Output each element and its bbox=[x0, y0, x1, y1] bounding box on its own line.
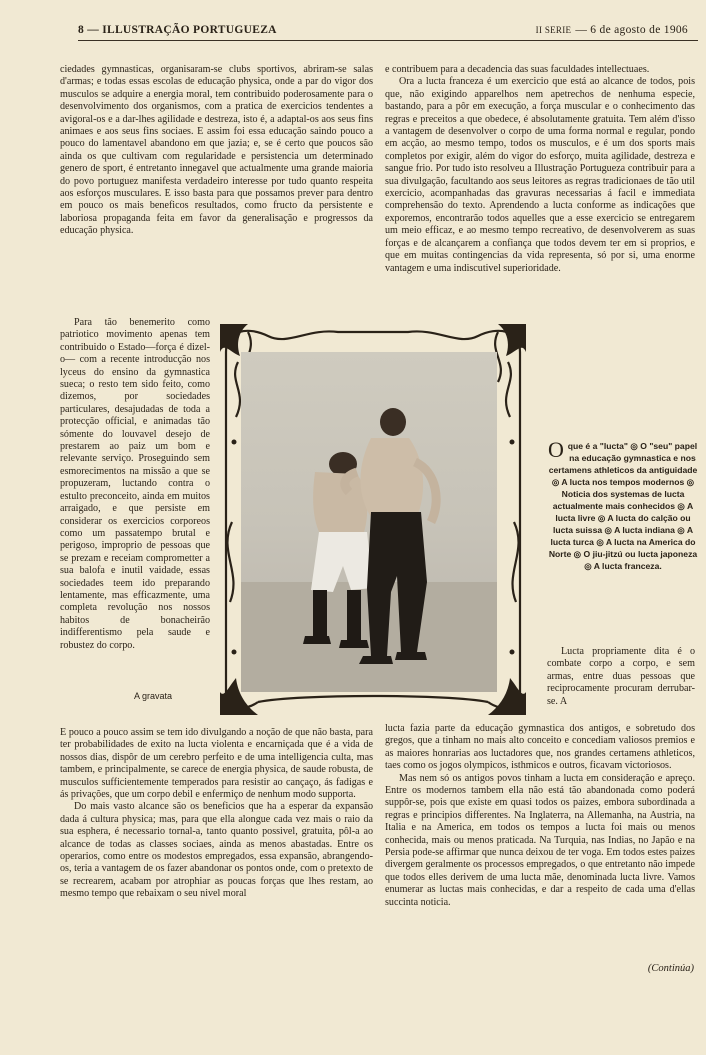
paragraph: e contribuem para a decadencia das suas faculdades intellectuaes. bbox=[385, 64, 650, 75]
paragraph: Do mais vasto alcance são os beneficios que ha a esperar da expansão dada á cultura physica; mas, para que ella alongue cada vez mais o raio da sua esphera, é necessario tornal-a, tanto quanto possivel, gratuita, pôl-a ao alcance de todas as classes sociaes, ainda as menos abastadas. Entre os operarios, como entre os modestos empregados, essa expansão, abrangendo-os, teria a vantagem de os fazer abandonar os pontos onde, com o pretexto de se recrearem, acabam por atrophiar as poucas forças que lhes restam, ao mesmo tempo que rebaixam o seu nivel moral bbox=[60, 801, 373, 900]
article-summary bbox=[548, 437, 698, 640]
paragraph: E pouco a pouco assim se tem ido divulgando a noção de que não basta, para ter probabilidades de exito na lucta violenta e encarniçada que é a vida de nossos dias, dispôr de um cerebro perfeito e de uma intelligencia culta, mas tambem, e principalmente, se carece de energia physica, de saude robusta, de musculos sufficientemente temperados para resistir ao cançaço, ás fadigas e ás privações, que um corpo debil e enfermiço de nenhum modo supporta. bbox=[60, 727, 373, 801]
drop-cap: O bbox=[548, 437, 564, 462]
right-column-top bbox=[385, 64, 695, 311]
left-column-bottom bbox=[60, 727, 373, 982]
figure-caption: A gravata bbox=[134, 691, 173, 701]
page-header bbox=[78, 22, 698, 41]
wrestlers-illustration bbox=[241, 352, 497, 692]
right-column-bottom bbox=[385, 723, 695, 988]
summary-text: que é a "lucta" ◎ O "seu" papel na educação gymnastica e nos certamens athleticos da antiguidade ◎ A lucta nos tempos modernos ◎ Noticia dos systemas de lucta actualmente mais conhecidos ◎ A lucta livre ◎ A lucta do calção ou lucta suissa ◎ A lucta indiana ◎ A lucta turca ◎ A lucta na America do Norte ◎ O jiu-jitzú ou lucta japoneza ◎ A lucta franceza. bbox=[548, 441, 698, 571]
paragraph: Ora a lucta franceza é um exercicio que está ao alcance de todos, pois que, não exigindo apparelhos nem apetrechos de nenhuma especie, bastando, para a pôr em execução, a força muscular e o conhecimento das regras e preceitos a que obedece, é absolutamente gratuita. Tem além d'isso a vantagem de desenvolver o corpo de uma forma normal e regular, pondo em acção, ao mesmo tempo, todos os musculos, e é um dos sports mais completos por exigir, além do vigor do esforço, muita agilidade, destreza e sangue frio. Por tudo isto resolveu a Illustração Portugueza contribuir para a sua divulgação, facultando aos seus leitores as regras tradicionaes de tão util exercicio, acompanhadas das gravuras necessarias á facil e immediata comprehensão do texto. Aprendendo a lucta conforme as indicações que exporemos, encontrarão todos aquelles que a esse exercicio se entregarem um meio efficaz, e ao mesmo tempo recreativo, de desenvolverem as suas forças e de alcançarem a confiança que todos devem ter em si proprios, e que em muitas contingencias da vida representa, só por si, uma enorme vantagem e uma indiscutivel superioridade. bbox=[385, 76, 695, 274]
paragraph: Mas nem só os antigos povos tinham a lucta em consideração e apreço. Entre os modernos tambem ella não está tão abandonada como poderá suppôr-se, pois que existe em quasi todos os paizes, embora subordinada a regras e principios differentes. Na Inglaterra, na Allemanha, na Austria, na Italia e na America, em todos os tempos a lucta foi mais ou menos conhecida, mais ou menos praticada. Na Turquia, nas Indias, no Japão e na Persia pode-se affirmar que nunca deixou de ter voga. Em todos estes paizes divergem geralmente os processos empregados, o que entretanto não impede que todos elles derivem de uma lucta mãe, denominada lucta livre. Vamos enumerar as luctas mais conhecidas, e dar a respeito de cada uma d'ellas succinta noticia. bbox=[385, 772, 695, 908]
paragraph: Lucta propriamente dita é o combate corpo a corpo, e sem armas, entre duas pessoas que reciprocamente procuram derrubar-se. A bbox=[547, 646, 695, 707]
header-date-text: — 6 de agosto de 1906 bbox=[575, 24, 688, 36]
paragraph: lucta fazia parte da educação gymnastica dos antigos, e sobretudo dos gregos, que a tinham no mais alto conceito e concediam valiosos premios e as maiores honrarias aos luctadores que, nos grandes certamens athleticos, taes como os jogos olympicos, isthmicos e outros, ficavam victoriosos. bbox=[385, 723, 695, 772]
paragraph: Para tão benemerito como patriotico movimento apenas tem contribuido o Estado—força é dizel-o— com a recente introducção nos lyceus do ensino da gymnastica sueca; o resto tem sido feito, como dizemos, por sociedades particulares, desajudadas de toda a protecção official, e animadas tão sómente do louvavel desejo de prestarem ao paiz um bom e relevante serviço. Proseguindo sem esmorecimentos na missão a que se propuzeram, luctando contra o estulto preconceito, ainda em muitos arraigado, e que persiste em considerar os exercicios corporeos como um passatempo brutal e perigoso, improprio de pessoas que se prezam e receiam comprometter a sua balofa e inutil vaidade, essas sociedades teem ido preparando lentamente, mas efficazmente, uma completa revolução nos nossos habitos de bonacheirão indifferentismo pela saude e robustez do corpo. bbox=[60, 317, 210, 651]
header-title: 8 — ILLUSTRAÇÃO PORTUGUEZA bbox=[78, 24, 277, 36]
left-column-top bbox=[60, 64, 373, 316]
right-column-narrow-bottom bbox=[547, 646, 695, 725]
figure-frame bbox=[218, 322, 528, 715]
paragraph: ciedades gymnasticas, organisaram-se clubs sportivos, abriram-se salas d'armas; e todas essas escolas de educação physica, onde a par do vigor dos musculos se adquire a energia moral, tem contribuido poderosamente para o desenvolvimento dos organismos, com a pratica de exercicios tendentes a avigoral-os e a dar-lhes agilidade e destreza, isto é, a adaptal-os aos seus fins animaes e aos seus fins sociaes. E assim foi essa educação saindo pouco a pouco do lamentavel abandono em que jazia; e, se é certo que poucos são ainda os que cultivam com regularidade e persistencia um determinado genero de sport, é entretanto innegavel que actualmente uma grande maioria do povo portuguez manifesta verdadeiro interesse por tudo quanto respeita aos esforços musculares. E isso basta para que possamos prever para dentro em pouco os mais beneficos resultados, como fructo da persistente e laboriosa propaganda feita em favor da generalisação e progressos da educação physica. bbox=[60, 64, 373, 237]
left-column-middle bbox=[60, 317, 210, 737]
wrestlers-photo bbox=[241, 352, 497, 692]
header-date bbox=[536, 24, 688, 36]
header-serie: II SERIE bbox=[535, 25, 572, 35]
continua-note: (Continúa) bbox=[647, 963, 694, 974]
